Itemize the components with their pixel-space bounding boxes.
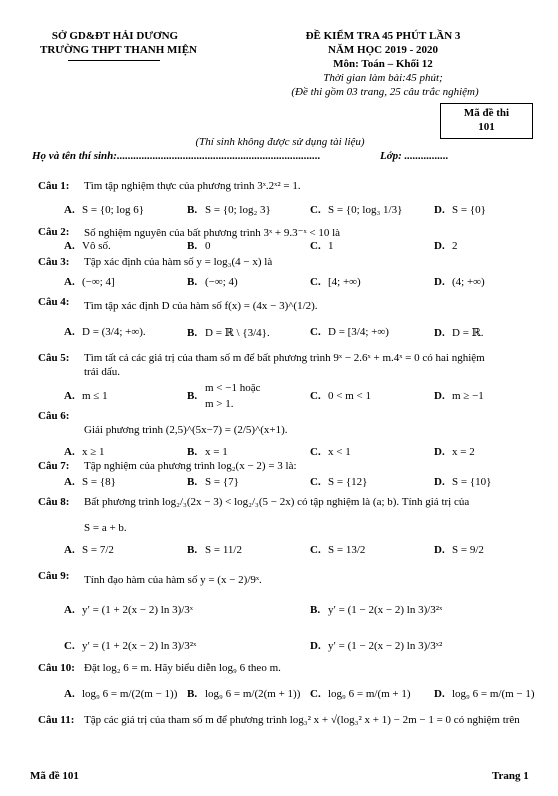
option-b[interactable]: B. S = {7} <box>187 476 239 488</box>
option-b[interactable]: B. S = {0; log₂ 3} <box>187 204 271 216</box>
question-text: Tập các giá trị của tham số m để phương trình log₃² x + √(log₃² x + 1) − 2m − 1 = 0 có nghiệm trên <box>84 714 520 726</box>
question-number: Câu 2: <box>38 226 70 238</box>
option-c[interactable]: C. y′ = (1 + 2(x − 2) ln 3)/3²ˣ <box>64 640 197 652</box>
student-class-line: Lớp: ................ <box>380 150 449 162</box>
option-c[interactable]: C. [4; +∞) <box>310 276 361 288</box>
option-b[interactable]: B. y′ = (1 − 2(x − 2) ln 3)/3²ˣ <box>310 604 443 616</box>
question-text: Tìm tập xác định D của hàm số f(x) = (4x − 3)^(1/2). <box>84 300 318 312</box>
option-a[interactable]: A. (−∞; 4] <box>64 276 115 288</box>
header-underline <box>68 60 160 61</box>
question-text-cont: S = a + b. <box>84 522 127 534</box>
option-d[interactable]: D. x = 2 <box>434 446 475 458</box>
option-a[interactable]: A. D = (3/4; +∞). <box>64 326 146 338</box>
exam-title: ĐỀ KIỂM TRA 45 PHÚT LẦN 3 <box>305 30 461 42</box>
question-number: Câu 9: <box>38 570 70 582</box>
option-a[interactable]: A. y′ = (1 + 2(x − 2) ln 3)/3ˣ <box>64 604 193 616</box>
school-name: TRƯỜNG THPT THANH MIỆN <box>40 44 197 56</box>
option-d[interactable]: D. m ≥ −1 <box>434 390 484 402</box>
question-number: Câu 4: <box>38 296 70 308</box>
option-a[interactable]: A. Vô số. <box>64 240 111 252</box>
question-number: Câu 6: <box>38 410 70 422</box>
exam-info: (Đề thi gồm 03 trang, 25 câu trắc nghiệm) <box>291 86 479 98</box>
no-materials-note: (Thí sinh không được sử dụng tài liệu) <box>195 136 365 148</box>
option-c[interactable]: C. 1 <box>310 240 334 252</box>
option-a[interactable]: A. m ≤ 1 <box>64 390 108 402</box>
option-d[interactable]: D. y′ = (1 − 2(x − 2) ln 3)/3ˣ² <box>310 640 443 652</box>
option-d[interactable]: D. (4; +∞) <box>434 276 485 288</box>
option-a[interactable]: A. log₉ 6 = m/(2(m − 1)) <box>64 688 178 700</box>
exam-code-box <box>440 103 533 139</box>
question-text: Tìm tập nghiệm thực của phương trình 3ˣ.2ˣ² = 1. <box>84 180 301 192</box>
option-c[interactable]: C. S = {0; log₃ 1/3} <box>310 204 403 216</box>
option-c[interactable]: C. S = 13/2 <box>310 544 366 556</box>
exam-code-label: Mã đề thi <box>463 107 510 119</box>
student-name-line: Họ và tên thí sinh:.......................................................................... <box>32 150 321 162</box>
question-text: Số nghiệm nguyên của bất phương trình 3ˣ + 9.3⁻ˣ < 10 là <box>84 227 341 239</box>
question-text: Tìm tất cả các giá trị của tham số m để bất phương trình 9ˣ − 2.6ˣ + m.4ˣ = 0 có hai nghiệm <box>84 352 485 364</box>
question-number: Câu 8: <box>38 496 70 508</box>
option-c[interactable]: C. D = [3/4; +∞) <box>310 326 389 338</box>
option-c[interactable]: C. x < 1 <box>310 446 351 458</box>
question-text: Bất phương trình log₂/₃(2x − 3) < log₂/₃(5 − 2x) có tập nghiệm là (a; b). Tính giá trị của <box>84 496 470 508</box>
school-dept: SỞ GD&ĐT HẢI DƯƠNG <box>51 30 179 42</box>
question-text: Tính đạo hàm của hàm số y = (x − 2)/9ˣ. <box>84 574 262 586</box>
option-d[interactable]: D. D = ℝ. <box>434 327 484 339</box>
option-d[interactable]: D. S = {0} <box>434 204 486 216</box>
question-number: Câu 3: <box>38 256 70 268</box>
option-b[interactable]: B. S = 11/2 <box>187 544 242 556</box>
option-b[interactable]: B. 0 <box>187 240 211 252</box>
option-b-cont: m > 1. <box>205 398 234 410</box>
question-text: Tập nghiệm của phương trình log₂(x − 2) = 3 là: <box>84 460 297 472</box>
option-b[interactable]: B. log₉ 6 = m/(2(m + 1)) <box>187 688 301 700</box>
option-b[interactable]: B. D = ℝ \ {3/4}. <box>187 327 270 339</box>
footer-page-number: Trang 1 <box>492 770 529 782</box>
question-number: Câu 11: <box>38 714 75 726</box>
question-number: Câu 5: <box>38 352 70 364</box>
option-d[interactable]: D. S = {10} <box>434 476 492 488</box>
option-b[interactable]: B. (−∞; 4) <box>187 276 238 288</box>
option-a[interactable]: A. S = 7/2 <box>64 544 114 556</box>
option-c[interactable]: C. log₉ 6 = m/(m + 1) <box>310 688 411 700</box>
question-number: Câu 1: <box>38 180 70 192</box>
question-number: Câu 7: <box>38 460 70 472</box>
subject: Môn: Toán – Khối 12 <box>333 58 433 70</box>
option-d[interactable]: D. log₉ 6 = m/(m − 1) <box>434 688 535 700</box>
option-c[interactable]: C. S = {12} <box>310 476 368 488</box>
option-a[interactable]: A. S = {0; log 6} <box>64 204 144 216</box>
exam-code-value: 101 <box>478 121 495 133</box>
option-b[interactable]: B. x = 1 <box>187 446 228 458</box>
option-d[interactable]: D. 2 <box>434 240 458 252</box>
option-a[interactable]: A. x ≥ 1 <box>64 446 105 458</box>
option-b[interactable]: B.m < −1 hoặc <box>187 382 261 402</box>
question-text: Giải phương trình (2,5)^(5x−7) = (2/5)^(x+1). <box>84 424 288 436</box>
question-text: Tập xác định của hàm số y = log₃(4 − x) là <box>84 256 273 268</box>
question-text-cont: trái dấu. <box>84 366 121 378</box>
option-a[interactable]: A. S = {8} <box>64 476 116 488</box>
option-c[interactable]: C. 0 < m < 1 <box>310 390 371 402</box>
option-d[interactable]: D. S = 9/2 <box>434 544 484 556</box>
question-text: Đặt log₂ 6 = m. Hãy biểu diễn log₉ 6 theo m. <box>84 662 281 674</box>
school-year: NĂM HỌC 2019 - 2020 <box>328 44 438 56</box>
question-number: Câu 10: <box>38 662 75 674</box>
duration: Thời gian làm bài:45 phút; <box>323 72 443 84</box>
footer-exam-code: Mã đề 101 <box>30 770 79 782</box>
